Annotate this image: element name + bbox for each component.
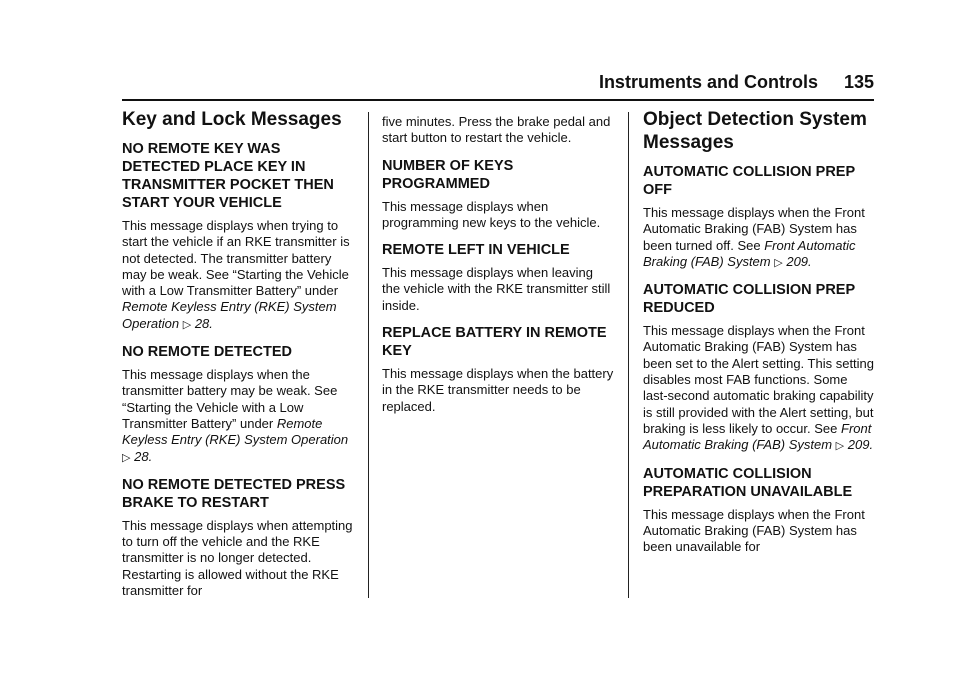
message-heading: NO REMOTE DETECTED <box>122 344 292 361</box>
column-divider <box>368 112 369 598</box>
message-heading: AUTOMATIC COLLISION PREP OFF <box>643 164 855 198</box>
message-heading: NO REMOTE KEY WAS DETECTED PLACE KEY IN TRANSMITTER POCKET THEN START YOUR VEHICLE <box>122 141 334 211</box>
page-header <box>122 72 874 98</box>
cross-reference-link[interactable]: Front Automatic Braking (FAB) System ▷ 209. <box>643 237 856 269</box>
page-number: 135 <box>843 72 874 92</box>
message-description: This message displays when trying to start the vehicle if an RKE transmitter is not detected. The transmitter battery may be weak. See “Starting the Vehicle with a Low Transmitter Battery” under Remote Keyless Entry (RKE) System Operation ▷ 28. <box>122 218 350 331</box>
page-reference-arrow-icon: ▷ <box>835 440 845 453</box>
cross-reference-link[interactable]: Front Automatic Braking (FAB) System ▷ 209. <box>643 420 874 453</box>
column-divider <box>628 112 629 598</box>
message-heading: NO REMOTE DETECTED PRESS BRAKE TO RESTART <box>122 476 346 511</box>
page-reference-arrow-icon: ▷ <box>774 256 783 269</box>
page-reference-arrow-icon: ▷ <box>182 318 192 331</box>
column-middle <box>382 108 614 425</box>
message-description: This message displays when attempting to turn off the vehicle and the RKE transmitter is no longer detected. Restarting is allowed without the RKE transmitter for <box>122 517 353 599</box>
message-description-continued: five minutes. Press the brake pedal and start button to restart the vehicle. <box>382 114 611 146</box>
section-heading-key-lock: Key and Lock Messages <box>122 109 342 130</box>
section-heading-object-detection: Object Detection System Messages <box>643 109 867 153</box>
message-description: This message displays when the transmitter battery may be weak. See “Starting the Vehicle with a Low Transmitter Battery” under Remote Keyless Entry (RKE) System Operation ▷ 28. <box>122 367 349 464</box>
message-description: This message displays when the Front Automatic Braking (FAB) System has been unavailable for <box>643 506 865 555</box>
message-heading: REMOTE LEFT IN VEHICLE <box>382 242 570 259</box>
message-heading: NUMBER OF KEYS PROGRAMMED <box>382 157 514 192</box>
section-title: Instruments and Controls <box>598 72 818 92</box>
cross-reference-link[interactable]: Remote Keyless Entry (RKE) System Operation ▷ 28. <box>122 415 349 464</box>
message-heading: AUTOMATIC COLLISION PREP REDUCED <box>643 282 855 317</box>
page-reference-arrow-icon: ▷ <box>122 451 131 464</box>
message-heading: REPLACE BATTERY IN REMOTE KEY <box>382 325 607 360</box>
header-rule <box>122 99 874 101</box>
message-description: This message displays when programming new keys to the vehicle. <box>382 198 601 230</box>
message-description: This message displays when the Front Automatic Braking (FAB) System has been set to the Alert setting. This setting disables most FAB functions. Some last-second automatic braking capability is still provided with the Alert setting, but braking is less likely to occur. See Front Automatic Braking (FAB) System ▷ 209. <box>643 323 875 453</box>
message-description: This message displays when the Front Automatic Braking (FAB) System has been turned off. See Front Automatic Braking (FAB) System ▷ 209. <box>643 205 865 269</box>
message-description: This message displays when leaving the vehicle with the RKE transmitter still inside. <box>382 265 611 313</box>
column-right <box>643 108 875 565</box>
message-description: This message displays when the battery in the RKE transmitter needs to be replaced. <box>382 366 614 414</box>
message-heading: AUTOMATIC COLLISION PREPARATION UNAVAILABLE <box>643 465 853 500</box>
cross-reference-link[interactable]: Remote Keyless Entry (RKE) System Operation ▷ 28. <box>122 299 337 331</box>
column-left <box>122 108 358 609</box>
